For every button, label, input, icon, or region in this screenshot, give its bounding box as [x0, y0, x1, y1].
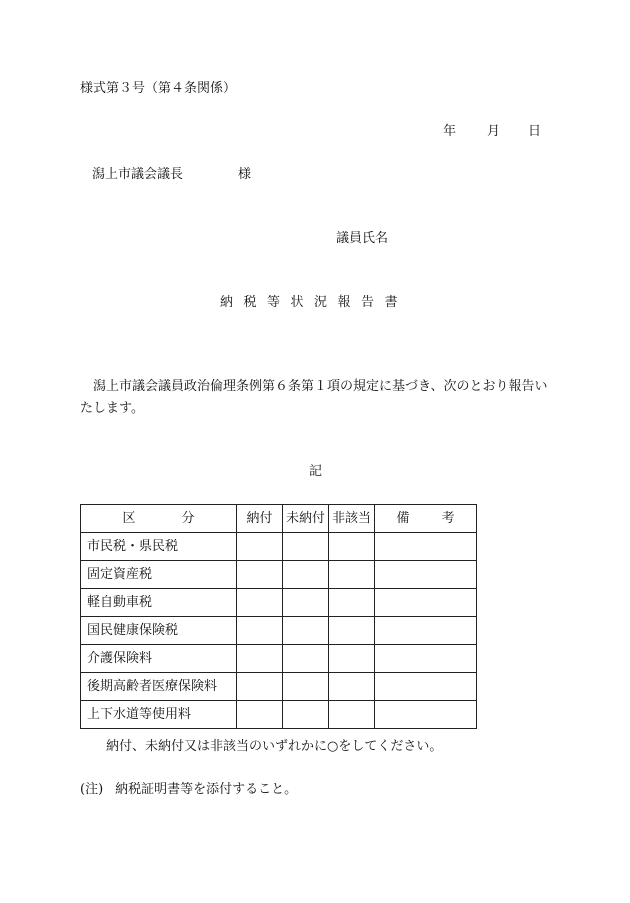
form-number: 様式第３号（第４条関係） — [80, 81, 237, 96]
unpaid-cell[interactable] — [283, 589, 329, 617]
header-not-applicable: 非該当 — [329, 505, 375, 533]
note-label: (注) — [80, 782, 104, 797]
header-remarks: 備考 — [375, 505, 477, 533]
remarks-cell[interactable] — [375, 701, 477, 729]
remarks-cell[interactable] — [375, 645, 477, 673]
member-name-label: 議員氏名 — [336, 231, 389, 246]
date-day: 日 — [528, 124, 542, 139]
instruction-text: 納付、未納付又は非該当のいずれかに○をしてください。 — [106, 739, 443, 754]
paid-cell[interactable] — [237, 533, 283, 561]
not-applicable-cell[interactable] — [329, 673, 375, 701]
row-category: 介護保険料 — [81, 645, 237, 673]
paid-cell[interactable] — [237, 617, 283, 645]
note — [80, 783, 297, 796]
paid-cell[interactable] — [237, 673, 283, 701]
row-category: 市民税・県民税 — [81, 533, 237, 561]
date-month: 月 — [487, 124, 501, 139]
not-applicable-cell[interactable] — [329, 645, 375, 673]
remarks-cell[interactable] — [375, 561, 477, 589]
addressee — [92, 168, 251, 181]
ki-heading: 記 — [309, 464, 323, 479]
row-category: 国民健康保険税 — [81, 617, 237, 645]
row-category: 軽自動車税 — [81, 589, 237, 617]
honorific: 様 — [238, 167, 252, 182]
paid-cell[interactable] — [237, 589, 283, 617]
table-row — [81, 589, 477, 617]
unpaid-cell[interactable] — [283, 645, 329, 673]
not-applicable-cell[interactable] — [329, 589, 375, 617]
addressee-name: 潟上市議会議長 — [92, 167, 184, 182]
unpaid-cell[interactable] — [283, 673, 329, 701]
table-row — [81, 673, 477, 701]
not-applicable-cell[interactable] — [329, 533, 375, 561]
remarks-cell[interactable] — [375, 533, 477, 561]
unpaid-cell[interactable] — [283, 561, 329, 589]
note-text: 納税証明書等を添付すること。 — [115, 782, 298, 797]
remarks-cell[interactable] — [375, 589, 477, 617]
table-row — [81, 533, 477, 561]
remarks-cell[interactable] — [375, 617, 477, 645]
unpaid-cell[interactable] — [283, 701, 329, 729]
date-year: 年 — [443, 124, 457, 139]
table-row — [81, 561, 477, 589]
table-row — [81, 617, 477, 645]
table-row — [81, 701, 477, 729]
header-unpaid: 未納付 — [283, 505, 329, 533]
table-row — [81, 645, 477, 673]
not-applicable-cell[interactable] — [329, 561, 375, 589]
unpaid-cell[interactable] — [283, 533, 329, 561]
document-title: 納税等状況報告書 — [220, 295, 409, 310]
row-category: 固定資産税 — [81, 561, 237, 589]
header-paid: 納付 — [237, 505, 283, 533]
unpaid-cell[interactable] — [283, 617, 329, 645]
row-category: 上下水道等使用料 — [81, 701, 237, 729]
paid-cell[interactable] — [237, 561, 283, 589]
not-applicable-cell[interactable] — [329, 701, 375, 729]
remarks-cell[interactable] — [375, 673, 477, 701]
table-header-row — [81, 505, 477, 533]
body-text: 潟上市議会議員政治倫理条例第６条第１項の規定に基づき、次のとおり報告いたします。 — [80, 379, 548, 416]
tax-status-table — [80, 504, 487, 729]
paid-cell[interactable] — [237, 645, 283, 673]
not-applicable-cell[interactable] — [329, 617, 375, 645]
date-line — [443, 125, 541, 138]
row-category: 後期高齢者医療保険料 — [81, 673, 237, 701]
header-category: 区分 — [81, 505, 237, 533]
paid-cell[interactable] — [237, 701, 283, 729]
